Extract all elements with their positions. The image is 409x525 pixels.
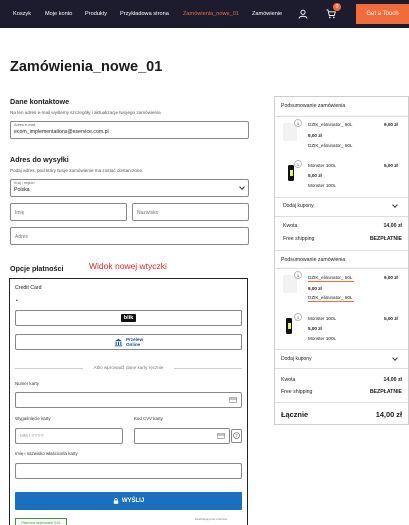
add-coupons-toggle[interactable]: Dodaj kupony [281,356,312,362]
item-name: Monster 100L [308,316,337,321]
lock-icon [113,498,119,504]
przelew-online-button[interactable] [15,334,242,350]
blik-logo: blik [121,314,136,322]
payment-marker: • [16,298,18,304]
card-icon [229,397,237,403]
page-title: Zamówienia_nowe_01 [10,59,163,75]
annotation-label: Widok nowej wtyczki [89,261,167,271]
country-select[interactable] [10,179,249,197]
nav-item-zamowienie[interactable]: Zamówienie [252,11,283,17]
nav-item-produkty[interactable]: Produkty [85,11,108,17]
item-name: Monster 100L [308,163,337,168]
shipping-label: Free shipping [283,236,315,242]
last-name-field[interactable] [132,203,249,221]
first-name-placeholder: Imię [15,210,25,216]
cvv-help-button[interactable] [231,429,242,443]
cvv-card-icon [217,433,225,439]
blik-button[interactable] [15,310,242,326]
bank-icon [114,338,123,347]
payment-heading: Opcje płatności [10,264,64,273]
grand-total-label: Łącznie [281,410,309,419]
country-value: Polska [14,187,30,193]
item-desc: DZIK_eliminator_ 50L [308,295,353,300]
shipping-label: Free shipping [281,389,313,395]
summary-heading: Podsumowanie zamówienia [281,257,346,263]
address-field[interactable] [10,227,249,245]
holder-name-input[interactable] [15,463,242,479]
qty-badge: 1 [294,119,302,127]
help-icon [233,432,240,439]
add-coupons-toggle[interactable]: Dodaj kupony [283,203,314,209]
submit-label: WYŚLIJ [121,498,145,504]
product-thumbnail [288,165,294,181]
qty-badge: 1 [294,271,302,279]
expiry-input[interactable] [15,428,123,444]
shipping-value: BEZPŁATNIE [369,236,402,242]
payment-widget [9,278,248,525]
summary-heading: Podsumowanie zamówienia [281,103,346,109]
item-desc: Monster 100L [308,336,337,341]
email-value: ecom_implementations@eservice.com.pl [14,129,109,135]
item-desc: Monster 100L [308,183,337,188]
divider-text: Albo wprowadź dane karty ręcznie [93,365,164,370]
subtotal-value: 14,00 zł [383,223,402,229]
product-thumbnail [286,318,292,334]
get-a-touch-button[interactable]: Get a Touch [356,4,409,24]
przelew-label: Przelew [125,337,144,342]
subtotal-label: Kwota [283,223,298,229]
cvv-input[interactable] [134,428,230,444]
card-number-label: Numer karty [15,381,39,386]
country-label: Kraj / region [14,181,35,185]
user-icon[interactable] [298,9,308,19]
cart-count-badge: 0 [333,3,341,11]
submit-payment-button[interactable] [15,492,242,510]
item-total: 9,00 zł [384,122,398,127]
item-name: DZIK_eliminator_ 50L [308,275,353,280]
nav-item-zamowienia-nowe[interactable]: Zamówienia_nowe_01 [183,11,239,17]
card-number-input[interactable] [15,392,242,408]
item-total: 5,00 zł [384,316,398,321]
grand-total-value: 14,00 zł [375,410,402,419]
shipping-value: BEZPŁATNIE [369,389,402,395]
nav-item-koszyk[interactable]: Koszyk [13,11,32,17]
email-field[interactable] [10,121,249,139]
top-nav [0,0,409,28]
last-name-placeholder: Nazwisko [137,210,159,216]
item-total: 5,00 zł [384,163,398,168]
item-desc: DZIK_eliminator_ 50L [308,143,353,148]
nav-item-przykladowa-strona[interactable]: Przykładowa strona [120,11,169,17]
svg-text:?: ? [235,433,238,439]
item-price: 5,00 zł [308,173,322,178]
payment-method-title: Credit Card [15,285,42,291]
item-name: DZIK_eliminator_ 50L [308,122,353,127]
item-price: 9,00 zł [308,133,322,138]
cvv-label: Kod CVV karty [134,416,163,421]
powered-by-label: Realizacja przez eService [195,517,228,521]
email-label: Adres e-mail [14,123,36,127]
nav-item-moje-konto[interactable]: Moje konto [45,11,73,17]
expiry-placeholder: MM / YYYY [20,433,44,438]
shipping-heading: Adres do wysyłki [10,155,69,164]
contact-subtitle: Na ten adres e-mail wyślemy szczegóły i aktualizacje twojego zamówienia [10,110,161,115]
qty-badge: 1 [294,160,302,168]
chevron-down-icon[interactable] [392,202,398,208]
ssl-badge: Płatności szyfrowane SSL [15,518,67,525]
chevron-down-icon[interactable] [392,355,398,361]
holder-label: Imię i nazwisko właściciela karty [15,451,78,456]
item-price: 9,00 zł [308,286,322,291]
subtotal-label: Kwota [281,377,296,383]
subtotal-value: 14,00 zł [383,377,402,383]
expiry-label: Wygaśnięcie karty [15,416,51,421]
first-name-field[interactable] [10,203,127,221]
chevron-down-icon [239,184,245,190]
address-placeholder: Adres [15,234,29,240]
qty-badge: 1 [294,313,302,321]
shipping-subtitle: Podaj adres, pod który twoje zamówienie ma zostać dostarczone. [10,168,144,173]
online-label: Online [125,342,141,347]
manual-entry-divider [15,365,242,370]
order-summary [274,96,409,425]
item-price: 5,00 zł [308,326,322,331]
contact-heading: Dane kontaktowe [10,97,70,106]
item-total: 9,00 zł [384,275,398,280]
